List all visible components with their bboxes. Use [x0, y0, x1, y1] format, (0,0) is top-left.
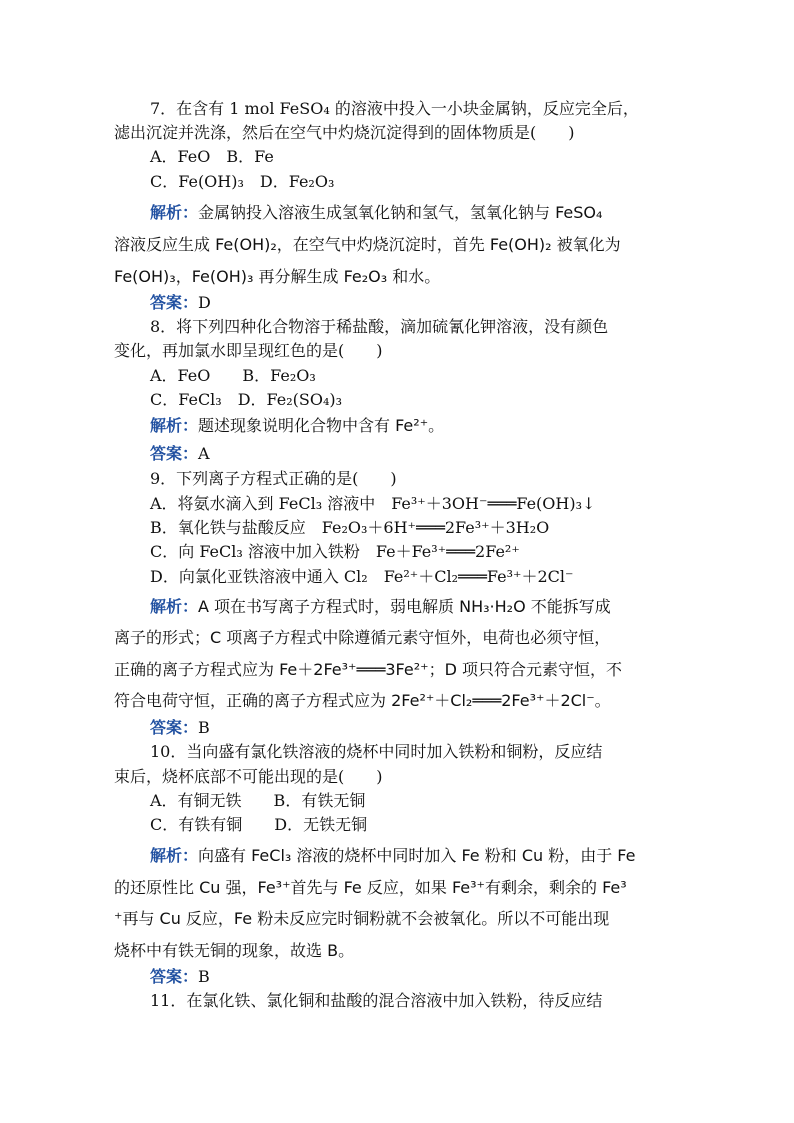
- q9-analysis-label: 解析：: [150, 597, 199, 616]
- q9-stem: 9．下列离子方程式正确的是( ): [150, 469, 397, 488]
- q10-option-ab: A．有铜无铁 B．有铁无铜: [150, 791, 366, 810]
- q8-stem-line2: 变化，再加氯水即呈现红色的是( ): [114, 341, 383, 360]
- q9-answer-label: 答案：: [150, 718, 199, 737]
- q8-option-ab: A．FeO B．Fe₂O₃: [150, 366, 316, 385]
- q8-analysis-label: 解析：: [150, 416, 199, 435]
- q7-option-ab: A．FeO B．Fe: [150, 147, 274, 166]
- q10-option-cd: C．有铁有铜 D．无铁无铜: [150, 815, 368, 834]
- q10-analysis-line2: 的还原性比 Cu 强，Fe³⁺首先与 Fe 反应，如果 Fe³⁺有剩余，剩余的 Fe³: [114, 878, 627, 897]
- q10-analysis-line4: 烧杯中有铁无铜的现象，故选 B。: [114, 941, 355, 960]
- q10-answer-label: 答案：: [150, 967, 199, 986]
- q9-option-d: D．向氯化亚铁溶液中通入 Cl₂ Fe²⁺＋Cl₂═══Fe³⁺＋2Cl⁻: [150, 567, 574, 586]
- q10-analysis-line1: 解析：向盛有 FeCl₃ 溶液的烧杯中同时加入 Fe 粉和 Cu 粉，由于 Fe: [150, 846, 636, 865]
- q7-stem-line2: 滤出沉淀并洗涤，然后在空气中灼烧沉淀得到的固体物质是( ): [114, 123, 575, 142]
- q9-analysis-line2: 离子的形式；C 项离子方程式中除遵循元素守恒外，电荷也必须守恒，: [114, 628, 611, 647]
- q8-option-cd: C．FeCl₃ D．Fe₂(SO₄)₃: [150, 390, 343, 409]
- q10-analysis-line3: ⁺再与 Cu 反应，Fe 粉未反应完时铜粉就不会被氧化。所以不可能出现: [114, 909, 610, 928]
- q7-answer-label: 答案：: [150, 293, 199, 312]
- q7-option-cd: C．Fe(OH)₃ D．Fe₂O₃: [150, 172, 335, 191]
- q9-analysis-line1: 解析：A 项在书写离子方程式时，弱电解质 NH₃·H₂O 不能拆写成: [150, 597, 611, 616]
- q9-option-a: A．将氨水滴入到 FeCl₃ 溶液中 Fe³⁺＋3OH⁻═══Fe(OH)₃↓: [150, 494, 596, 513]
- q10-answer: 答案：B: [150, 967, 210, 986]
- q8-answer-label: 答案：: [150, 444, 199, 463]
- q10-stem-line1: 10．当向盛有氯化铁溶液的烧杯中同时加入铁粉和铜粉，反应结: [150, 742, 603, 761]
- q9-option-b: B．氧化铁与盐酸反应 Fe₂O₃＋6H⁺═══2Fe³⁺＋3H₂O: [150, 518, 550, 537]
- q9-answer: 答案：B: [150, 718, 210, 737]
- q7-analysis-label: 解析：: [150, 203, 199, 222]
- q8-analysis-line1: 解析：题述现象说明化合物中含有 Fe²⁺。: [150, 416, 445, 435]
- q9-option-c: C．向 FeCl₃ 溶液中加入铁粉 Fe＋Fe³⁺═══2Fe²⁺: [150, 542, 520, 561]
- q8-stem-line1: 8．将下列四种化合物溶于稀盐酸，滴加硫氰化钾溶液，没有颜色: [150, 317, 609, 336]
- q10-analysis-label: 解析：: [150, 846, 199, 865]
- q9-analysis-line3: 正确的离子方程式应为 Fe＋2Fe³⁺═══3Fe²⁺；D 项只符合元素守恒，不: [114, 660, 622, 679]
- q8-answer: 答案：A: [150, 444, 210, 463]
- q10-stem-line2: 束后，烧杯底部不可能出现的是( ): [114, 767, 383, 786]
- q11-stem-line1: 11．在氯化铁、氯化铜和盐酸的混合溶液中加入铁粉，待反应结: [150, 991, 603, 1010]
- q7-analysis-line3: Fe(OH)₃，Fe(OH)₃ 再分解生成 Fe₂O₃ 和水。: [114, 267, 441, 286]
- q7-answer: 答案：D: [150, 293, 211, 312]
- q9-analysis-line4: 符合电荷守恒，正确的离子方程式应为 2Fe²⁺＋Cl₂═══2Fe³⁺＋2Cl⁻。: [114, 691, 611, 710]
- q7-stem-line1: 7．在含有 1 mol FeSO₄ 的溶液中投入一小块金属钠，反应完全后，: [150, 99, 639, 118]
- q7-analysis-line2: 溶液反应生成 Fe(OH)₂，在空气中灼烧沉淀时，首先 Fe(OH)₂ 被氧化为: [114, 235, 621, 254]
- q7-analysis-line1: 解析：金属钠投入溶液生成氢氧化钠和氢气，氢氧化钠与 FeSO₄: [150, 203, 603, 222]
